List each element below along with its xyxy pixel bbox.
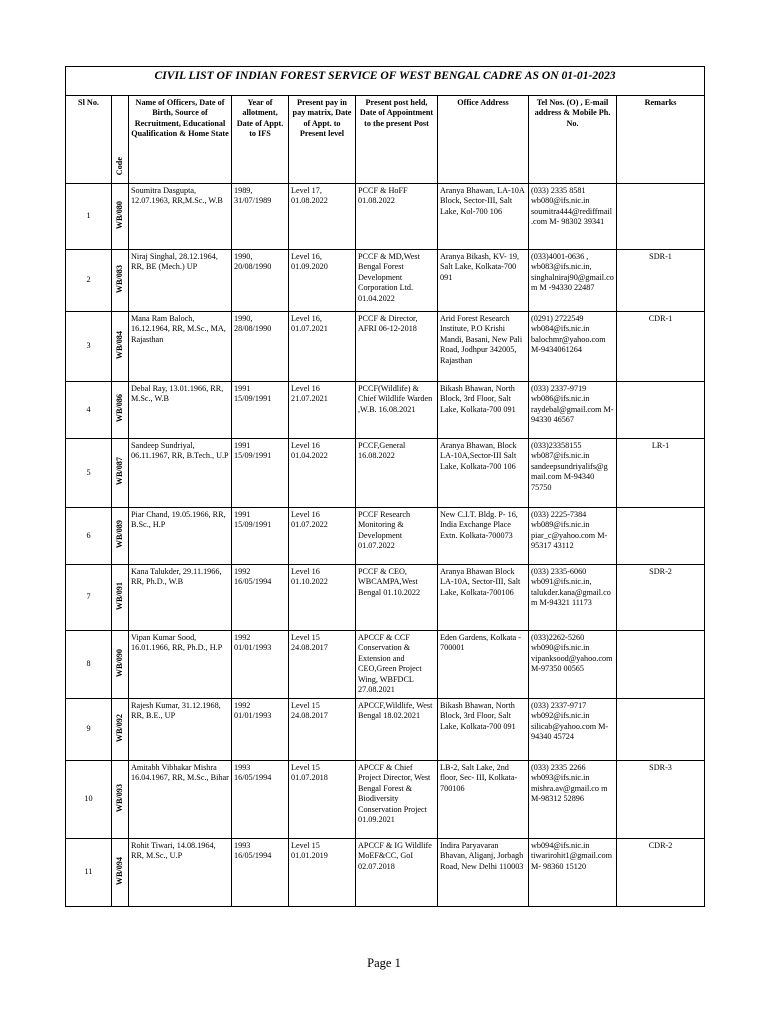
code-label: WB/089: [114, 520, 124, 549]
pay-level-cell: Level 15 24.08.2017: [289, 631, 356, 699]
office-address-cell: Bikash Bhawan, North Block, 3rd Floor, Salt Lake, Kolkata-700 091: [438, 699, 529, 761]
office-address-cell: Aranya Bhawan, Block LA-10A,Sector-III Salt Lake, Kolkata-700 106: [438, 439, 529, 508]
officer-rows: [66, 184, 705, 907]
pay-level-cell: Level 16, 01.07.2021: [289, 312, 356, 382]
table-row: [66, 565, 705, 631]
pay-level-cell: Level 16 01.04.2022: [289, 439, 356, 508]
code-cell: [112, 184, 129, 250]
contact-cell: (0291) 2722549 wb084@ifs.nic.in balochmr@yahoo.com M-9434061264: [529, 312, 617, 382]
sl-no-cell: 8: [66, 631, 112, 699]
remarks-cell: [617, 631, 705, 699]
allotment-year-cell: 1991 15/09/1991: [232, 508, 289, 565]
present-post-cell: PCCF & HoFF 01.08.2022: [356, 184, 438, 250]
code-label: WB/084: [114, 330, 124, 359]
contact-cell: (033)4001-0636 , wb083@ifs.nic.in, singhalniraj90@gmail.com M -94330 22487: [529, 250, 617, 312]
code-label: WB/090: [114, 648, 124, 677]
office-address-cell: Aranya Bikash, KV- 19, Salt Lake, Kolkata-700 091: [438, 250, 529, 312]
allotment-year-cell: 1992 16/05/1994: [232, 565, 289, 631]
officer-name-cell: Kana Talukder, 29.11.1966, RR, Ph.D., W.B: [129, 565, 232, 631]
remarks-cell: [617, 508, 705, 565]
present-post-cell: PCCF & CEO, WBCAMPA,West Bengal 01.10.2022: [356, 565, 438, 631]
header-sl-no: Sl No.: [66, 96, 112, 184]
header-name: Name of Officers, Date of Birth, Source of Recruitment, Educational Qualification & Home State: [129, 96, 232, 184]
header-code: [112, 96, 129, 184]
pay-level-cell: Level 16 01.07.2022: [289, 508, 356, 565]
sl-no-cell: 10: [66, 761, 112, 839]
office-address-cell: Arid Forest Research Institute, P.O Krishi Mandi, Basani, New Pali Road, Jodhpur 342005, Rajasthan: [438, 312, 529, 382]
pay-level-cell: Level 15 01.07.2018: [289, 761, 356, 839]
code-cell: [112, 631, 129, 699]
code-cell: [112, 382, 129, 439]
officer-name-cell: Amitabh Vibhakar Mishra 16.04.1967, RR, M.Sc., Bihar: [129, 761, 232, 839]
contact-cell: (033) 2335-6060 wb091@ifs.nic.in, talukder.kana@gmail.com M-94321 11173: [529, 565, 617, 631]
header-post: Present post held, Date of Appointment to the present Post: [356, 96, 438, 184]
allotment-year-cell: 1990, 28/08/1990: [232, 312, 289, 382]
pay-level-cell: Level 15 24.08.2017: [289, 699, 356, 761]
present-post-cell: PCCF & MD,West Bengal Forest Development Corporation Ltd. 01.04.2022: [356, 250, 438, 312]
allotment-year-cell: 1991 15/09/1991: [232, 382, 289, 439]
office-address-cell: Eden Gardens, Kolkata - 700001: [438, 631, 529, 699]
code-cell: [112, 839, 129, 907]
header-year: Year of allotment, Date of Appt. to IFS: [232, 96, 289, 184]
code-cell: [112, 250, 129, 312]
sl-no-cell: 3: [66, 312, 112, 382]
code-cell: [112, 761, 129, 839]
office-address-cell: Aranya Bhawan, LA-10A Block, Sector-III, Salt Lake, Kol-700 106: [438, 184, 529, 250]
header-code-label: Code: [114, 157, 124, 176]
allotment-year-cell: 1992 01/01/1993: [232, 631, 289, 699]
present-post-cell: APCCF & IG Wildlife MoEF&CC, GoI 02.07.2018: [356, 839, 438, 907]
code-label: WB/091: [114, 581, 124, 610]
code-cell: [112, 312, 129, 382]
table-row: [66, 699, 705, 761]
officer-name-cell: Debal Ray, 13.01.1966, RR, M.Sc., W.B: [129, 382, 232, 439]
remarks-cell: [617, 184, 705, 250]
contact-cell: (033)23358155 wb087@ifs.nic.in sandeepsundriyalifs@gmail.com M-94340 75750: [529, 439, 617, 508]
allotment-year-cell: 1990, 20/08/1990: [232, 250, 289, 312]
table-row: [66, 312, 705, 382]
sl-no-cell: 5: [66, 439, 112, 508]
sl-no-cell: 2: [66, 250, 112, 312]
allotment-year-cell: 1993 16/05/1994: [232, 761, 289, 839]
office-address-cell: Bikash Bhawan, North Block, 3rd Floor, Salt Lake, Kolkata-700 091: [438, 382, 529, 439]
table-row: [66, 508, 705, 565]
code-label: WB/083: [114, 264, 124, 293]
code-label: WB/086: [114, 394, 124, 423]
present-post-cell: PCCF Research Monitoring & Development 01.07.2022: [356, 508, 438, 565]
officer-name-cell: Piar Chand, 19.05.1966, RR, B.Sc., H.P: [129, 508, 232, 565]
pay-level-cell: Level 16, 01.09.2020: [289, 250, 356, 312]
contact-cell: (033) 2337-9719 wb086@ifs.nic.in raydebal@gmail.com M- 94330 46567: [529, 382, 617, 439]
code-cell: [112, 565, 129, 631]
table-row: [66, 250, 705, 312]
remarks-cell: CDR-1: [617, 312, 705, 382]
header-pay: Present pay in pay matrix, Date of Appt. to Present level: [289, 96, 356, 184]
remarks-cell: SDR-3: [617, 761, 705, 839]
code-label: WB/094: [114, 856, 124, 885]
remarks-cell: SDR-2: [617, 565, 705, 631]
officer-name-cell: Soumitra Dasgupta, 12.07.1963, RR,M.Sc., W.B: [129, 184, 232, 250]
contact-cell: (033) 2335 2266 wb093@ifs.nic.in mishra.av@gmail.co m M-98312 52896: [529, 761, 617, 839]
code-cell: [112, 439, 129, 508]
allotment-year-cell: 1992 01/01/1993: [232, 699, 289, 761]
contact-cell: (033) 2335 8581 wb080@ifs.nic.in soumitra444@rediffmail.com M- 98302 39341: [529, 184, 617, 250]
header-tel: Tel Nos. (O) , E-mail address & Mobile Ph. No.: [529, 96, 617, 184]
document-title: CIVIL LIST OF INDIAN FOREST SERVICE OF WEST BENGAL CADRE AS ON 01-01-2023: [66, 67, 705, 96]
contact-cell: (033)2262-5260 wb090@ifs.nic.in vipanksood@yahoo.com M-97350 00565: [529, 631, 617, 699]
table-row: [66, 839, 705, 907]
table-row: [66, 382, 705, 439]
office-address-cell: Indira Paryavaran Bhavan, Aliganj, Jorbagh Road, New Delhi 110003: [438, 839, 529, 907]
allotment-year-cell: 1989, 31/07/1989: [232, 184, 289, 250]
code-label: WB/092: [114, 713, 124, 742]
pay-level-cell: Level 15 01.01.2019: [289, 839, 356, 907]
remarks-cell: [617, 699, 705, 761]
present-post-cell: PCCF,General 16.08.2022: [356, 439, 438, 508]
present-post-cell: APCCF,Wildlife, West Bengal 18.02.2021: [356, 699, 438, 761]
office-address-cell: Aranya Bhawan Block LA-10A, Sector-III, Salt Lake, Kolkata-700106: [438, 565, 529, 631]
code-cell: [112, 508, 129, 565]
pay-level-cell: Level 17, 01.08.2022: [289, 184, 356, 250]
remarks-cell: SDR-1: [617, 250, 705, 312]
contact-cell: wb094@ifs.nic.in tiwarirohit1@gmail.com M- 98360 15120: [529, 839, 617, 907]
table-row: [66, 761, 705, 839]
present-post-cell: PCCF & Director, AFRI 06-12-2018: [356, 312, 438, 382]
civil-list-table: [65, 66, 705, 907]
present-post-cell: APCCF & CCF Conservation & Extension and CEO,Green Project Wing, WBFDCL 27.08.2021: [356, 631, 438, 699]
sl-no-cell: 4: [66, 382, 112, 439]
code-cell: [112, 699, 129, 761]
sl-no-cell: 1: [66, 184, 112, 250]
pay-level-cell: Level 16 01.10.2022: [289, 565, 356, 631]
office-address-cell: LB-2, Salt Lake, 2nd floor, Sec- III, Kolkata-700106: [438, 761, 529, 839]
contact-cell: (033) 2225-7384 wb089@ifs.nic.in piar_c@yahoo.com M-95317 43112: [529, 508, 617, 565]
title-row: [66, 67, 705, 96]
officer-name-cell: Sandeep Sundriyal, 06.11.1967, RR, B.Tech., U.P: [129, 439, 232, 508]
sl-no-cell: 7: [66, 565, 112, 631]
remarks-cell: CDR-2: [617, 839, 705, 907]
sl-no-cell: 9: [66, 699, 112, 761]
present-post-cell: APCCF & Chief Project Director, West Bengal Forest & Biodiversity Conservation Project 01.09.2021: [356, 761, 438, 839]
header-office: Office Address: [438, 96, 529, 184]
remarks-cell: LR-1: [617, 439, 705, 508]
officer-name-cell: Rohit Tiwari, 14.08.1964, RR, M.Sc., U.P: [129, 839, 232, 907]
office-address-cell: New C.I.T. Bldg. P- 16, India Exchange Place Extn. Kolkata-700073: [438, 508, 529, 565]
page-number: Page 1: [367, 956, 401, 970]
code-label: WB/093: [114, 783, 124, 812]
code-label: WB/087: [114, 457, 124, 486]
table-row: [66, 184, 705, 250]
pay-level-cell: Level 16 21.07.2021: [289, 382, 356, 439]
officer-name-cell: Niraj Singhal, 28.12.1964, RR, BE (Mech.) UP: [129, 250, 232, 312]
officer-name-cell: Mana Ram Baloch, 16.12.1964, RR, M.Sc., MA, Rajasthan: [129, 312, 232, 382]
contact-cell: (033) 2337-9717 wb092@ifs.nic.in silicab@yahoo.com M-94340 45724: [529, 699, 617, 761]
sl-no-cell: 11: [66, 839, 112, 907]
remarks-cell: [617, 382, 705, 439]
code-label: WB/080: [114, 200, 124, 229]
table-row: [66, 631, 705, 699]
header-remarks: Remarks: [617, 96, 705, 184]
present-post-cell: PCCF(Wildlife) & Chief Wildlife Warden ,W.B. 16.08.2021: [356, 382, 438, 439]
sl-no-cell: 6: [66, 508, 112, 565]
header-row: [66, 96, 705, 184]
allotment-year-cell: 1993 16/05/1994: [232, 839, 289, 907]
allotment-year-cell: 1991 15/09/1991: [232, 439, 289, 508]
officer-name-cell: Vipan Kumar Sood, 16.01.1966, RR, Ph.D., H.P: [129, 631, 232, 699]
officer-name-cell: Rajesh Kumar, 31.12.1968, RR, B.E., UP: [129, 699, 232, 761]
table-row: [66, 439, 705, 508]
